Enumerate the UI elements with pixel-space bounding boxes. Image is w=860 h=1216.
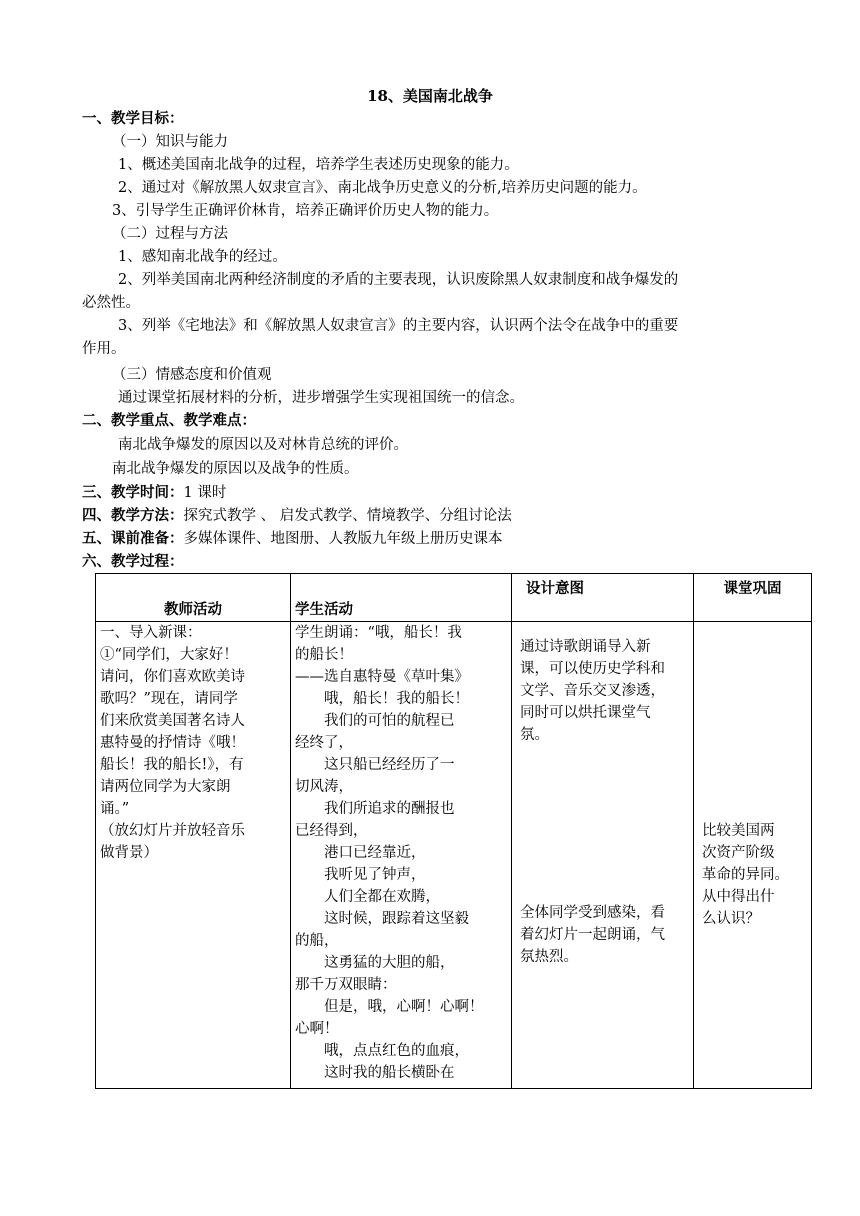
values-1: 通过课堂拓展材料的分析，进步增强学生实现祖国统一的信念。 [118,390,524,406]
section-4-label: 四、教学方法： [82,507,184,524]
section-3-label: 三、教学时间： [82,484,184,501]
student-activity-line: 我听见了钟声， [295,867,426,883]
student-activity-line: 的船， [295,933,339,949]
teacher-activity-line: 请问，你们喜欢欧美诗 [100,669,245,685]
teacher-activity-line: 诵。” [100,801,130,817]
design-intent-line: 通过诗歌朗诵导入新 [520,639,651,655]
student-activity-line: 哦，船长！我的船长！ [295,691,469,707]
header-design: 设计意图 [512,574,694,622]
process-2-line-2: 必然性。 [82,295,140,311]
design-intent-lines-2 [520,902,689,968]
consolidation-line: 次资产阶级 [702,845,775,861]
student-activity-line: ——选自惠特曼《草叶集》 [295,669,469,685]
objective-1: 1、概述美国南北战争的过程，培养学生表述历史现象的能力。 [118,157,519,173]
section-6-heading: 六、教学过程： [82,553,184,570]
student-activity-line: 人们全都在欢腾， [295,889,440,905]
process-2-line-1: 2、列举美国南北两种经济制度的矛盾的主要表现，认识废除黑人奴隶制度和战争爆发的 [118,272,679,288]
teacher-activity-line: 一、导入新课： [100,625,202,641]
teacher-activity-line: 做背景） [100,845,158,861]
section-4-value: 探究式教学 、 启发式教学、情境教学、分组讨论法 [183,508,512,524]
design-intent-lines-1 [520,636,689,746]
teacher-activity-line: 请两位同学为大家朗 [100,779,231,795]
objective-3: 3、引导学生正确评价林肯，培养正确评价历史人物的能力。 [112,203,499,219]
student-activity-line: 学生朗诵：“哦，船长！我 [295,625,462,641]
table-row [96,622,812,1089]
student-activity-line: 这勇猛的大胆的船， [295,955,455,971]
student-activity-lines [295,622,507,1084]
consolidation-cell [694,622,812,1089]
teaching-process-table [95,573,812,1089]
teacher-activity-line: 们来欣赏美国著名诗人 [100,713,245,729]
student-activity-line: 这时候，跟踪着这坚毅 [295,911,469,927]
subheading-knowledge: （一）知识与能力 [112,134,228,150]
design-intent-line: 氛热烈。 [520,949,578,965]
consolidation-line: 革命的异同。 [702,867,789,883]
student-activity-line: 我们的可怕的航程已 [295,713,455,729]
section-5-label: 五、课前准备： [82,530,184,547]
teacher-activity-line: 船长！我的船长!》，有 [100,757,244,773]
design-intent-line: 同时可以烘托课堂气 [520,705,651,721]
header-consolidate: 课堂巩固 [694,574,812,622]
consolidation-line: 从中得出什 [702,889,775,905]
student-activity-line: 心啊！ [295,1021,339,1037]
teacher-activity-line: （放幻灯片并放轻音乐 [100,823,245,839]
teacher-activity-line: ①“同学们，大家好！ [100,647,238,663]
section-1-heading: 一、教学目标： [82,110,184,127]
section-4 [82,505,512,527]
design-intent-line: 氛。 [520,727,549,743]
design-intent-line: 全体同学受到感染，看 [520,905,665,921]
key-point-1: 南北战争爆发的原因以及对林肯总统的评价。 [118,437,408,453]
header-teacher: 教师活动 [96,574,291,622]
process-3-line-1: 3、列举《宅地法》和《解放黑人奴隶宣言》的主要内容，认识两个法令在战争中的重要 [118,318,679,334]
teacher-activity-line: 歌吗？”现在，请同学 [100,691,238,707]
student-activity-line: 但是，哦，心啊！心啊！ [295,999,484,1015]
section-5 [82,528,503,550]
student-activity-line: 那千万双眼睛： [295,977,397,993]
page-title: 18、美国南北战争 [367,87,493,105]
key-point-2: 南北战争爆发的原因以及战争的性质。 [112,461,359,477]
student-activity-line: 这时我的船长横卧在 [295,1065,455,1081]
subheading-values: （三）情感态度和价值观 [112,367,272,383]
section-5-value: 多媒体课件、地图册、人教版九年级上册历史课本 [183,531,503,547]
consolidation-line: 么认识？ [702,911,760,927]
process-3-line-2: 作用。 [82,341,126,357]
design-intent-line: 课，可以使历史学科和 [520,661,665,677]
section-3-value: 1 课时 [183,485,227,501]
student-activity-cell [291,622,512,1089]
teacher-activity-line: 惠特曼的抒情诗《哦！ [100,735,245,751]
objective-2: 2、通过对《解放黑人奴隶宣言》、南北战争历史意义的分析,培养历史问题的能力。 [118,180,647,196]
student-activity-line: 港口已经靠近， [295,845,426,861]
design-intent-line: 着幻灯片一起朗诵，气 [520,927,665,943]
design-intent-line: 文学、音乐交叉渗透， [520,683,665,699]
subheading-process: （二）过程与方法 [112,226,228,242]
student-activity-line: 我们所追求的酬报也 [295,801,455,817]
teacher-activity-cell [96,622,291,1089]
student-activity-line: 经终了， [295,735,353,751]
student-activity-line: 这只船已经经历了一 [295,757,455,773]
consolidation-lines [702,820,807,930]
header-student: 学生活动 [291,574,512,622]
table-header-row [96,574,812,622]
section-3 [82,482,226,504]
student-activity-line: 已经得到， [295,823,368,839]
process-1: 1、感知南北战争的经过。 [118,249,287,265]
student-activity-line: 哦，点点红色的血痕， [295,1043,469,1059]
student-activity-line: 切风涛， [295,779,353,795]
design-intent-cell [512,622,694,1089]
consolidation-line: 比较美国两 [702,823,775,839]
section-2-heading: 二、教学重点、教学难点： [82,412,256,429]
teacher-activity-lines [100,622,286,864]
student-activity-line: 的船长！ [295,647,353,663]
